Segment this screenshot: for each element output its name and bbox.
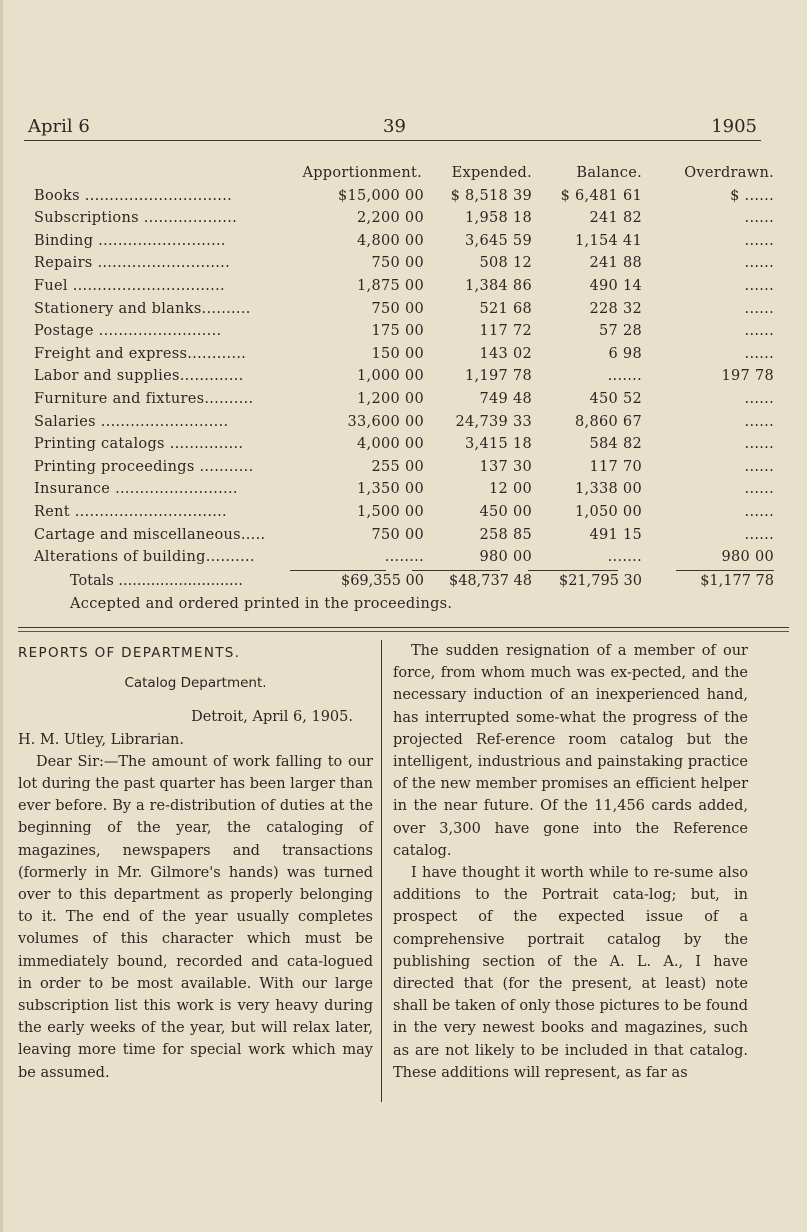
- row-label: Printing catalogs ...............: [34, 436, 244, 453]
- row-label: Subscriptions ...................: [34, 210, 238, 227]
- cell-balance: 1,050 00: [575, 503, 642, 520]
- page-edge: [0, 0, 3, 1232]
- row-label: Cartage and miscellaneous.....: [34, 526, 266, 543]
- column-header-overdrawn: Overdrawn.: [684, 165, 774, 181]
- table-row: [34, 549, 774, 572]
- cell-balance: 491 15: [589, 526, 642, 543]
- cell-apportionment: 33,600 00: [347, 413, 424, 430]
- cell-balance: 8,860 67: [575, 413, 642, 430]
- cell-overdrawn: ......: [744, 232, 774, 249]
- cell-overdrawn: ......: [744, 323, 774, 340]
- cell-apportionment: 750 00: [371, 300, 424, 317]
- cell-expended: 450 00: [479, 503, 532, 520]
- cell-expended: 143 02: [479, 345, 532, 362]
- table-row: [34, 210, 774, 233]
- cell-overdrawn: ......: [744, 277, 774, 294]
- table-row: [34, 459, 774, 482]
- row-label: Alterations of building..........: [34, 549, 255, 566]
- cell-expended: 3,645 59: [465, 232, 532, 249]
- totals-expended: $48,737 48: [448, 573, 532, 589]
- sum-rule-overdrawn: [676, 570, 774, 571]
- section-title: REPORTS OF DEPARTMENTS.: [18, 645, 241, 661]
- cell-overdrawn: ......: [744, 436, 774, 453]
- cell-balance: 57 28: [598, 323, 642, 340]
- table-row: [34, 255, 774, 278]
- table-header-row: [34, 165, 774, 188]
- section-rule: [18, 627, 789, 628]
- totals-overdrawn: $1,177 78: [700, 573, 774, 589]
- table-body: [34, 188, 774, 572]
- cell-overdrawn: ......: [744, 481, 774, 498]
- cell-expended: 521 68: [479, 300, 532, 317]
- row-label: Fuel ...............................: [34, 277, 225, 294]
- cell-overdrawn: ......: [744, 458, 774, 475]
- cell-balance: $ 6,481 61: [560, 187, 642, 204]
- row-label: Stationery and blanks..........: [34, 300, 251, 317]
- cell-apportionment: 4,000 00: [357, 436, 424, 453]
- paragraph-portrait-catalog: I have thought it worth while to re-sume also additions to the Portrait cata-log; but, in prospect of the expected issue of a comprehensive portrait catalog by the publishing section of the A. L. A., I have directed that (for the present, at least) note shall be taken of only those pictures to be found in the very newest books and magazines, such as are not likely to be included in that catalog. These additions will represent, as far as: [393, 865, 748, 1081]
- cell-overdrawn: ......: [744, 210, 774, 227]
- cell-balance: 584 82: [589, 436, 642, 453]
- cell-expended: 508 12: [479, 255, 532, 272]
- cell-apportionment: 750 00: [371, 526, 424, 543]
- sum-rule-balance: [528, 570, 618, 571]
- cell-overdrawn: ......: [744, 255, 774, 272]
- cell-expended: 3,415 18: [465, 436, 532, 453]
- page-number: 39: [383, 116, 406, 137]
- row-label: Books ..............................: [34, 187, 233, 204]
- cell-overdrawn: ......: [744, 345, 774, 362]
- cell-expended: $ 8,518 39: [450, 187, 532, 204]
- table-row: [34, 436, 774, 459]
- header-year: 1905: [711, 116, 757, 137]
- cell-balance: 228 32: [589, 300, 642, 317]
- row-label: Printing proceedings ...........: [34, 458, 254, 475]
- cell-apportionment: 175 00: [371, 323, 424, 340]
- paragraph-resignation: The sudden resignation of a member of our force, from whom much was ex-pected, and the necessary induction of an inexperienced hand, has interrupted some-what the progress of the projected Ref-erence room catalog but the intelligent, industrious and painstaking practice of the new member promises an efficient helper in the near future. Of the 11,456 cards added, over 3,300 have gone into the Reference catalog.: [393, 643, 748, 859]
- table-row: [34, 414, 774, 437]
- row-label: Furniture and fixtures..........: [34, 390, 254, 407]
- cell-apportionment: 1,875 00: [357, 277, 424, 294]
- cell-apportionment: 1,000 00: [357, 368, 424, 385]
- cell-expended: 1,197 78: [465, 368, 532, 385]
- cell-overdrawn: ......: [744, 413, 774, 430]
- table-row: [34, 323, 774, 346]
- cell-expended: 137 30: [479, 458, 532, 475]
- cell-overdrawn: 197 78: [721, 368, 774, 385]
- cell-apportionment: 255 00: [371, 458, 424, 475]
- cell-apportionment: 750 00: [371, 255, 424, 272]
- sum-rule-apportionment: [290, 570, 386, 571]
- column-divider: [381, 640, 382, 1102]
- row-label: Rent ...............................: [34, 503, 227, 520]
- table-row: [34, 504, 774, 527]
- cell-expended: 12 00: [488, 481, 532, 498]
- subsection-title: Catalog Department.: [124, 675, 267, 692]
- totals-label: Totals ...........................: [70, 573, 243, 589]
- cell-apportionment: 1,200 00: [357, 390, 424, 407]
- cell-expended: 1,384 86: [465, 277, 532, 294]
- cell-balance: 490 14: [589, 277, 642, 294]
- cell-balance: 117 70: [589, 458, 642, 475]
- cell-balance: .......: [607, 549, 642, 566]
- row-label: Labor and supplies.............: [34, 368, 244, 385]
- table-row: [34, 233, 774, 256]
- cell-apportionment: 150 00: [371, 345, 424, 362]
- column-header-apportionment: Apportionment.: [302, 165, 422, 181]
- cell-balance: 450 52: [589, 390, 642, 407]
- section-rule-thin: [18, 631, 789, 632]
- row-label: Freight and express............: [34, 345, 247, 362]
- running-header: [28, 116, 757, 140]
- table-row: [34, 301, 774, 324]
- table-row: [34, 481, 774, 504]
- cell-overdrawn: ......: [744, 503, 774, 520]
- header-rule: [24, 140, 761, 141]
- cell-expended: 258 85: [479, 526, 532, 543]
- cell-expended: 749 48: [479, 390, 532, 407]
- table-row: [34, 278, 774, 301]
- letter-dateline: Detroit, April 6, 1905.: [191, 709, 353, 726]
- cell-overdrawn: ......: [744, 526, 774, 543]
- row-label: Postage .........................: [34, 323, 222, 340]
- cell-overdrawn: ......: [744, 390, 774, 407]
- sum-rule-expended: [412, 570, 500, 571]
- cell-balance: 6 98: [608, 345, 642, 362]
- cell-apportionment: ........: [384, 549, 424, 566]
- letter-body: Dear Sir:—The amount of work falling to our lot during the past quarter has been larger than ever before. By a re-distribution of duties at the beginning of the year, the cataloging of magazines, newspapers and transactions (formerly in Mr. Gilmore's hands) was turned over to this department as properly belonging to it. The end of the year usually completes volumes of this character which must be immediately bound, recorded and cata-logued in order to be most available. With our large subscription list this work is very heavy during the early weeks of the year, but will relax later, leaving more time for special work which may be assumed.: [18, 753, 373, 1081]
- cell-balance: .......: [607, 368, 642, 385]
- cell-apportionment: 1,500 00: [357, 503, 424, 520]
- table-totals-row: [34, 573, 774, 595]
- row-label: Binding ..........................: [34, 232, 226, 249]
- letter-addressee: H. M. Utley, Librarian.: [18, 731, 184, 748]
- header-date: April 6: [28, 116, 90, 137]
- cell-apportionment: 4,800 00: [357, 232, 424, 249]
- cell-expended: 980 00: [479, 549, 532, 566]
- totals-balance: $21,795 30: [558, 573, 642, 589]
- cell-expended: 1,958 18: [465, 210, 532, 227]
- table-row: [34, 527, 774, 550]
- table-row: [34, 391, 774, 414]
- table-note: Accepted and ordered printed in the proceedings.: [70, 596, 453, 612]
- row-label: Insurance .........................: [34, 481, 238, 498]
- cell-apportionment: 1,350 00: [357, 481, 424, 498]
- cell-balance: 1,154 41: [575, 232, 642, 249]
- cell-apportionment: $15,000 00: [337, 187, 424, 204]
- column-header-balance: Balance.: [576, 165, 642, 181]
- cell-overdrawn: $ ......: [730, 187, 774, 204]
- column-header-expended: Expended.: [451, 165, 532, 181]
- cell-overdrawn: 980 00: [721, 549, 774, 566]
- cell-overdrawn: ......: [744, 300, 774, 317]
- table-row: [34, 188, 774, 211]
- cell-balance: 241 82: [589, 210, 642, 227]
- left-column: [18, 640, 373, 1084]
- table-row: [34, 368, 774, 391]
- cell-expended: 117 72: [479, 323, 532, 340]
- budget-table: [34, 165, 774, 572]
- row-label: Salaries ..........................: [34, 413, 229, 430]
- table-row: [34, 346, 774, 369]
- totals-apportionment: $69,355 00: [340, 573, 424, 589]
- row-label: Repairs ...........................: [34, 255, 230, 272]
- cell-apportionment: 2,200 00: [357, 210, 424, 227]
- right-column: [393, 640, 748, 1084]
- cell-expended: 24,739 33: [455, 413, 532, 430]
- cell-balance: 1,338 00: [575, 481, 642, 498]
- cell-balance: 241 88: [589, 255, 642, 272]
